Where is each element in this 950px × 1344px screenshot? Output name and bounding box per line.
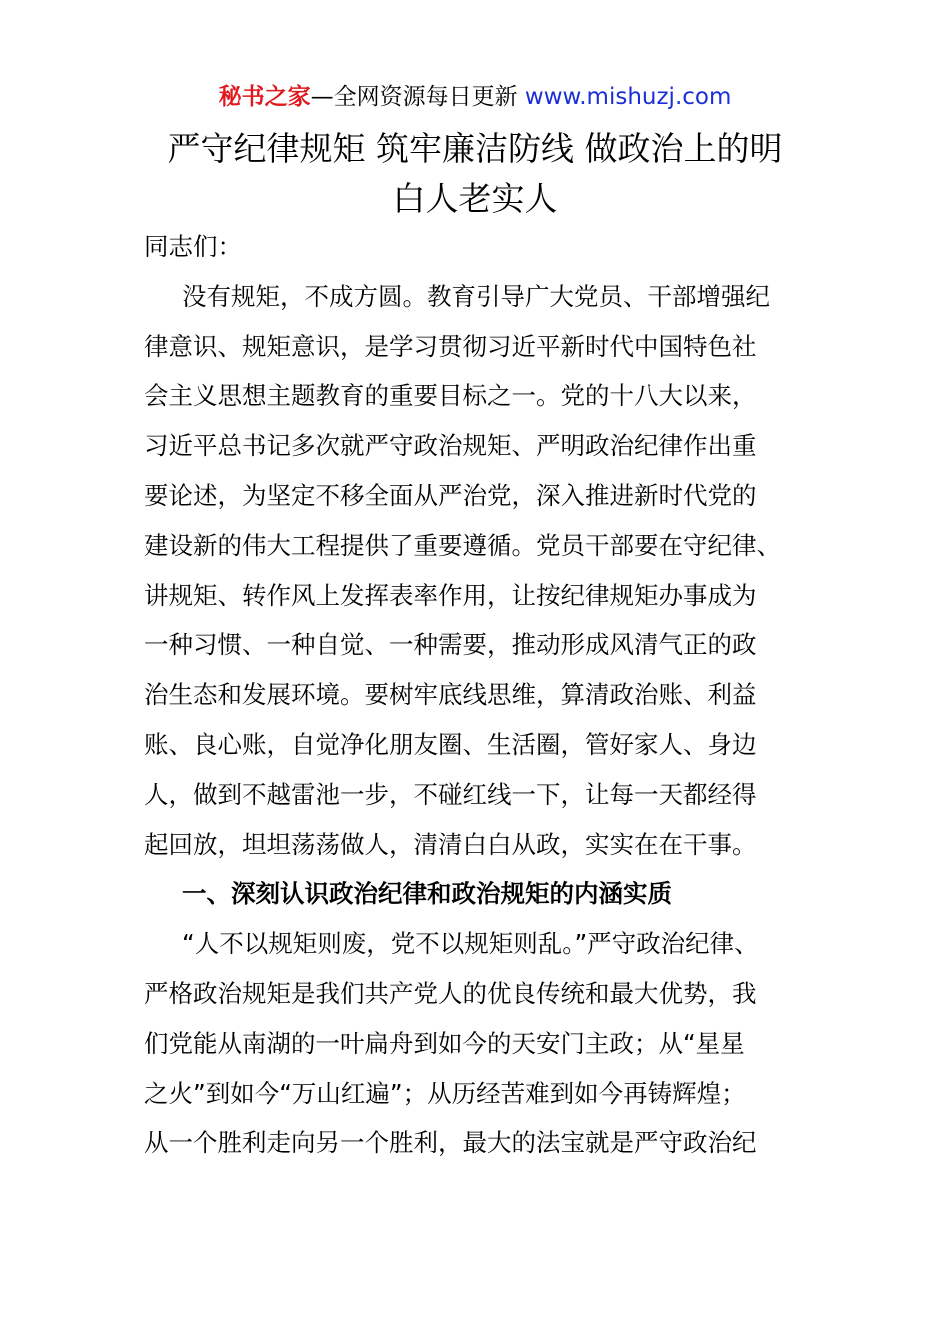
paragraph-line: 会主义思想主题教育的重要目标之一。党的十八大以来， bbox=[144, 381, 757, 411]
paragraph-line: 起回放，坦坦荡荡做人，清清白白从政，实实在在干事。 bbox=[144, 829, 757, 859]
document-title bbox=[100, 124, 850, 224]
paragraph-line: 要论述，为坚定不移全面从严治党，深入推进新时代党的 bbox=[144, 480, 757, 510]
paragraph-line: 讲规矩、转作风上发挥表率作用，让按纪律规矩办事成为 bbox=[144, 580, 757, 610]
paragraph-line: “人不以规矩则废，党不以规矩则乱。”严守政治纪律、 bbox=[182, 929, 759, 959]
paragraph-line: 没有规矩，不成方圆。教育引导广大党员、干部增强纪 bbox=[182, 281, 770, 311]
paragraph-line: 们党能从南湖的一叶扁舟到如今的天安门主政；从“星星 bbox=[144, 1028, 745, 1058]
document-body bbox=[144, 222, 814, 1168]
title-line: 白人老实人 bbox=[392, 179, 558, 218]
site-url-link[interactable]: www.mishuzj.com bbox=[524, 84, 732, 110]
paragraph-line: 人，做到不越雷池一步，不碰红线一下，让每一天都经得 bbox=[144, 779, 757, 809]
title-line: 严守纪律规矩 筑牢廉洁防线 做政治上的明 bbox=[167, 129, 783, 168]
paragraph-line: 之火”到如今“万山红遍”；从历经苦难到如今再铸辉煌； bbox=[144, 1078, 746, 1108]
brand-name: 秘书之家 bbox=[218, 84, 311, 110]
salutation: 同志们： bbox=[144, 232, 242, 261]
paragraph-line: 从一个胜利走向另一个胜利，最大的法宝就是严守政治纪 bbox=[144, 1128, 757, 1158]
site-header bbox=[0, 80, 950, 114]
paragraph-line: 建设新的伟大工程提供了重要遵循。党员干部要在守纪律、 bbox=[144, 530, 781, 560]
paragraph-line: 习近平总书记多次就严守政治规矩、严明政治纪律作出重 bbox=[144, 431, 757, 461]
paragraph-line: 严格政治规矩是我们共产党人的优良传统和最大优势，我 bbox=[144, 978, 757, 1008]
paragraph-line: 一种习惯、一种自觉、一种需要，推动形成风清气正的政 bbox=[144, 630, 757, 660]
paragraph-line: 治生态和发展环境。要树牢底线思维，算清政治账、利益 bbox=[144, 680, 757, 710]
paragraph-line: 律意识、规矩意识，是学习贯彻习近平新时代中国特色社 bbox=[144, 331, 757, 361]
header-tagline: —全网资源每日更新 bbox=[310, 84, 525, 110]
paragraph-line: 账、良心账，自觉净化朋友圈、生活圈，管好家人、身边 bbox=[144, 729, 757, 759]
section-heading: 一、深刻认识政治纪律和政治规矩的内涵实质 bbox=[182, 879, 672, 909]
